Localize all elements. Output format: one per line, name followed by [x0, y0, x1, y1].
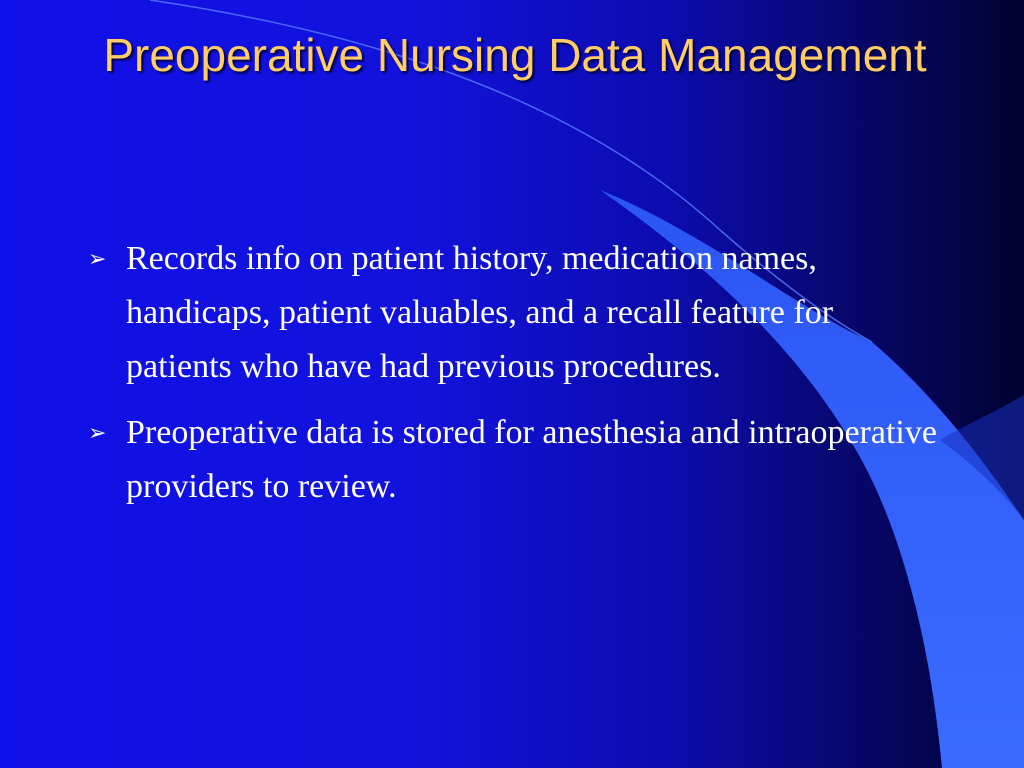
bullet-item: [88, 406, 938, 514]
arrow-bullet-icon: ➢: [88, 420, 107, 445]
bullet-item: [88, 232, 938, 394]
bullet-text: Preoperative data is stored for anesthesia and intraoperative providers to review.: [126, 414, 937, 505]
slide-title: Preoperative Nursing Data Management: [103, 29, 927, 81]
bullet-list: [88, 232, 938, 526]
arrow-bullet-icon: ➢: [88, 246, 107, 271]
bullet-text: Records info on patient history, medication names, handicaps, patient valuables, and a recall feature for patients who have had previous procedures.: [126, 240, 834, 385]
